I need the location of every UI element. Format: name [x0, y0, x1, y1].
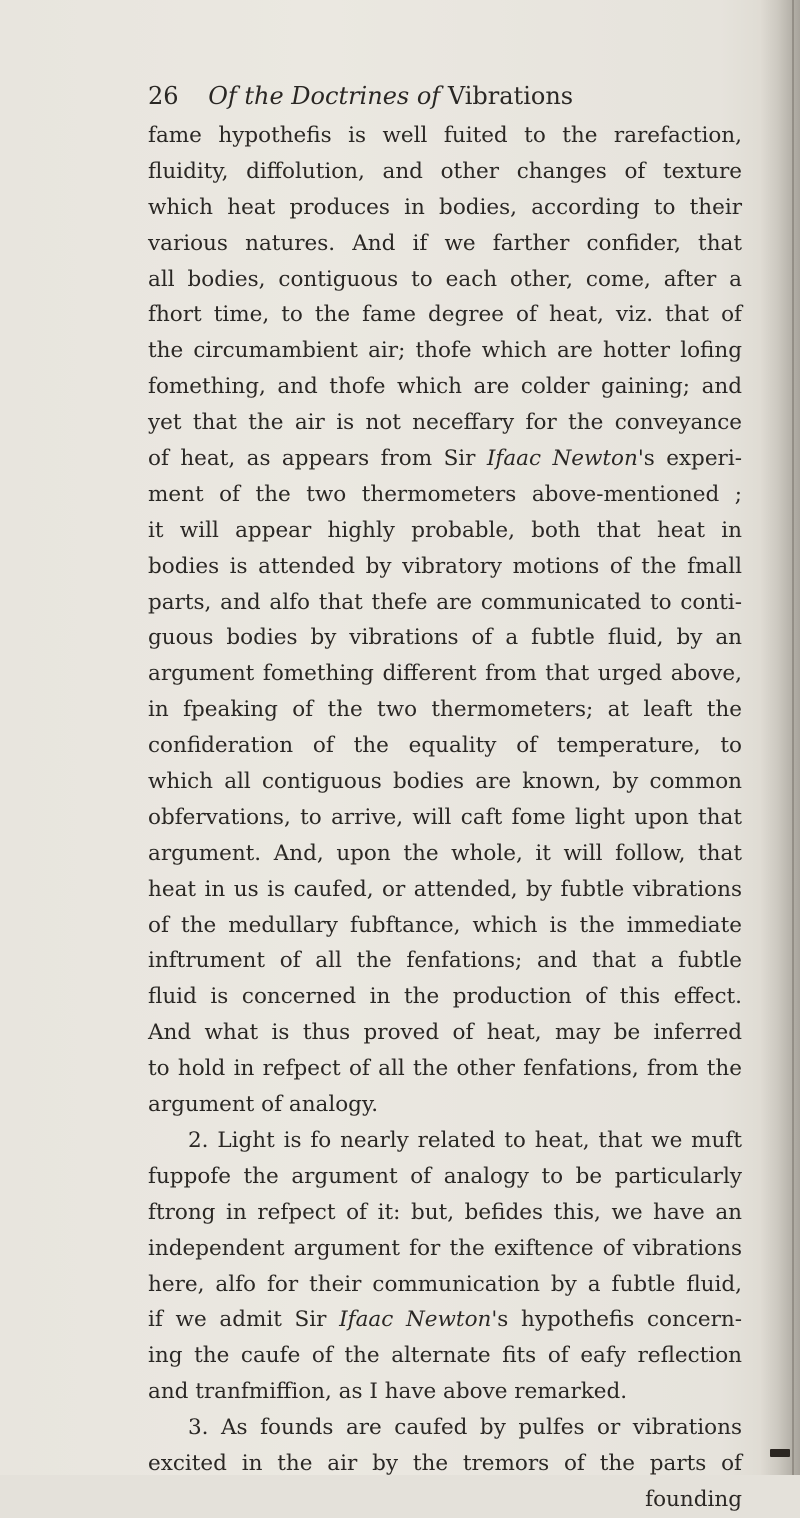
text-line: and tranfmiffion, as I have above remarked.: [148, 1379, 628, 1405]
text-line: yet that the air is not neceffary for the conveyance: [148, 410, 742, 436]
text-line: in fpeaking of the two thermometers; at leaft the: [148, 697, 742, 723]
page-number: 26: [148, 82, 179, 110]
text-line: heat in us is caufed, or attended, by fubtle vibrations: [148, 876, 742, 902]
text-line: here, alfo for their communication by a fubtle fluid,: [148, 1271, 742, 1297]
text-line: 2. Light is fo nearly related to heat, that we muft: [188, 1127, 742, 1153]
text-line: which all contiguous bodies are known, by common: [148, 769, 742, 795]
text-line: obfervations, to arrive, will caft fome light upon that: [148, 804, 742, 830]
text-line: bodies is attended by vibratory motions of the fmall: [148, 553, 742, 579]
text-line: independent argument for the exiftence of vibrations: [148, 1235, 742, 1261]
text-line: argument of analogy.: [148, 1092, 379, 1118]
italic-name: Ifaac Newton: [339, 1307, 492, 1333]
running-title-italic: Of the Doctrines of: [208, 82, 441, 110]
text-line: excited in the air by the tremors of the parts of: [148, 1450, 742, 1476]
text-line: ing the caufe of the alternate fits of eafy reflection: [148, 1343, 742, 1369]
text-line: the circumambient air; thofe which are hotter lofing: [148, 338, 742, 364]
text-segment: if we admit Sir: [148, 1307, 340, 1333]
text-line: fuppofe the argument of analogy to be particularly: [148, 1163, 742, 1189]
text-line: fluidity, diffolution, and other changes of texture: [148, 158, 742, 184]
text-line: all bodies, contiguous to each other, come, after a: [148, 266, 742, 292]
running-header: [148, 76, 708, 116]
running-title-plain: Vibrations: [447, 82, 574, 110]
text-line: of the medullary fubftance, which is the immediate: [148, 912, 742, 938]
text-line: [148, 1302, 742, 1338]
text-line: fame hypothefis is well fuited to the rarefaction,: [148, 123, 742, 148]
text-segment: 's hypothefis concern-: [491, 1307, 742, 1333]
text-segment: of heat, as appears from Sir: [148, 446, 487, 472]
text-line: ment of the two thermometers above-mentioned ;: [148, 481, 742, 507]
text-line: it will appear highly probable, both that heat in: [148, 517, 742, 543]
text-line: argument. And, upon the whole, it will follow, that: [148, 840, 742, 866]
text-line: inftrument of all the fenfations; and that a fubtle: [148, 948, 742, 974]
italic-name: Ifaac Newton: [486, 446, 638, 472]
text-line: various natures. And if we farther confider, that: [148, 230, 742, 256]
page-edge: [792, 0, 794, 1475]
text-line: guous bodies by vibrations of a fubtle fluid, by an: [148, 625, 742, 651]
text-line: founding: [645, 1486, 742, 1512]
text-line: fhort time, to the fame degree of heat, viz. that of: [148, 302, 742, 328]
text-line: parts, and alfo that thefe are communicated to conti-: [148, 589, 742, 615]
text-line: ftrong in refpect of it: but, befides this, we have an: [148, 1199, 742, 1225]
text-line: argument fomething different from that urged above,: [148, 661, 742, 687]
text-line: 3. As founds are caufed by pulfes or vibrations: [188, 1415, 742, 1441]
text-line: fomething, and thofe which are colder gaining; and: [148, 374, 742, 400]
text-segment: 's experi-: [637, 446, 742, 472]
text-line: to hold in refpect of all the other fenfations, from the: [148, 1056, 742, 1082]
text-line: And what is thus proved of heat, may be inferred: [148, 1020, 742, 1046]
ink-blot: [770, 1449, 790, 1457]
body-text: [148, 118, 742, 1518]
running-title: [208, 82, 573, 110]
text-line: confideration of the equality of temperature, to: [148, 733, 742, 759]
text-line: which heat produces in bodies, according to their: [148, 194, 742, 220]
text-line: [148, 441, 742, 477]
text-line: fluid is concerned in the production of this effect.: [148, 984, 742, 1010]
binding-shadow: [760, 0, 800, 1475]
